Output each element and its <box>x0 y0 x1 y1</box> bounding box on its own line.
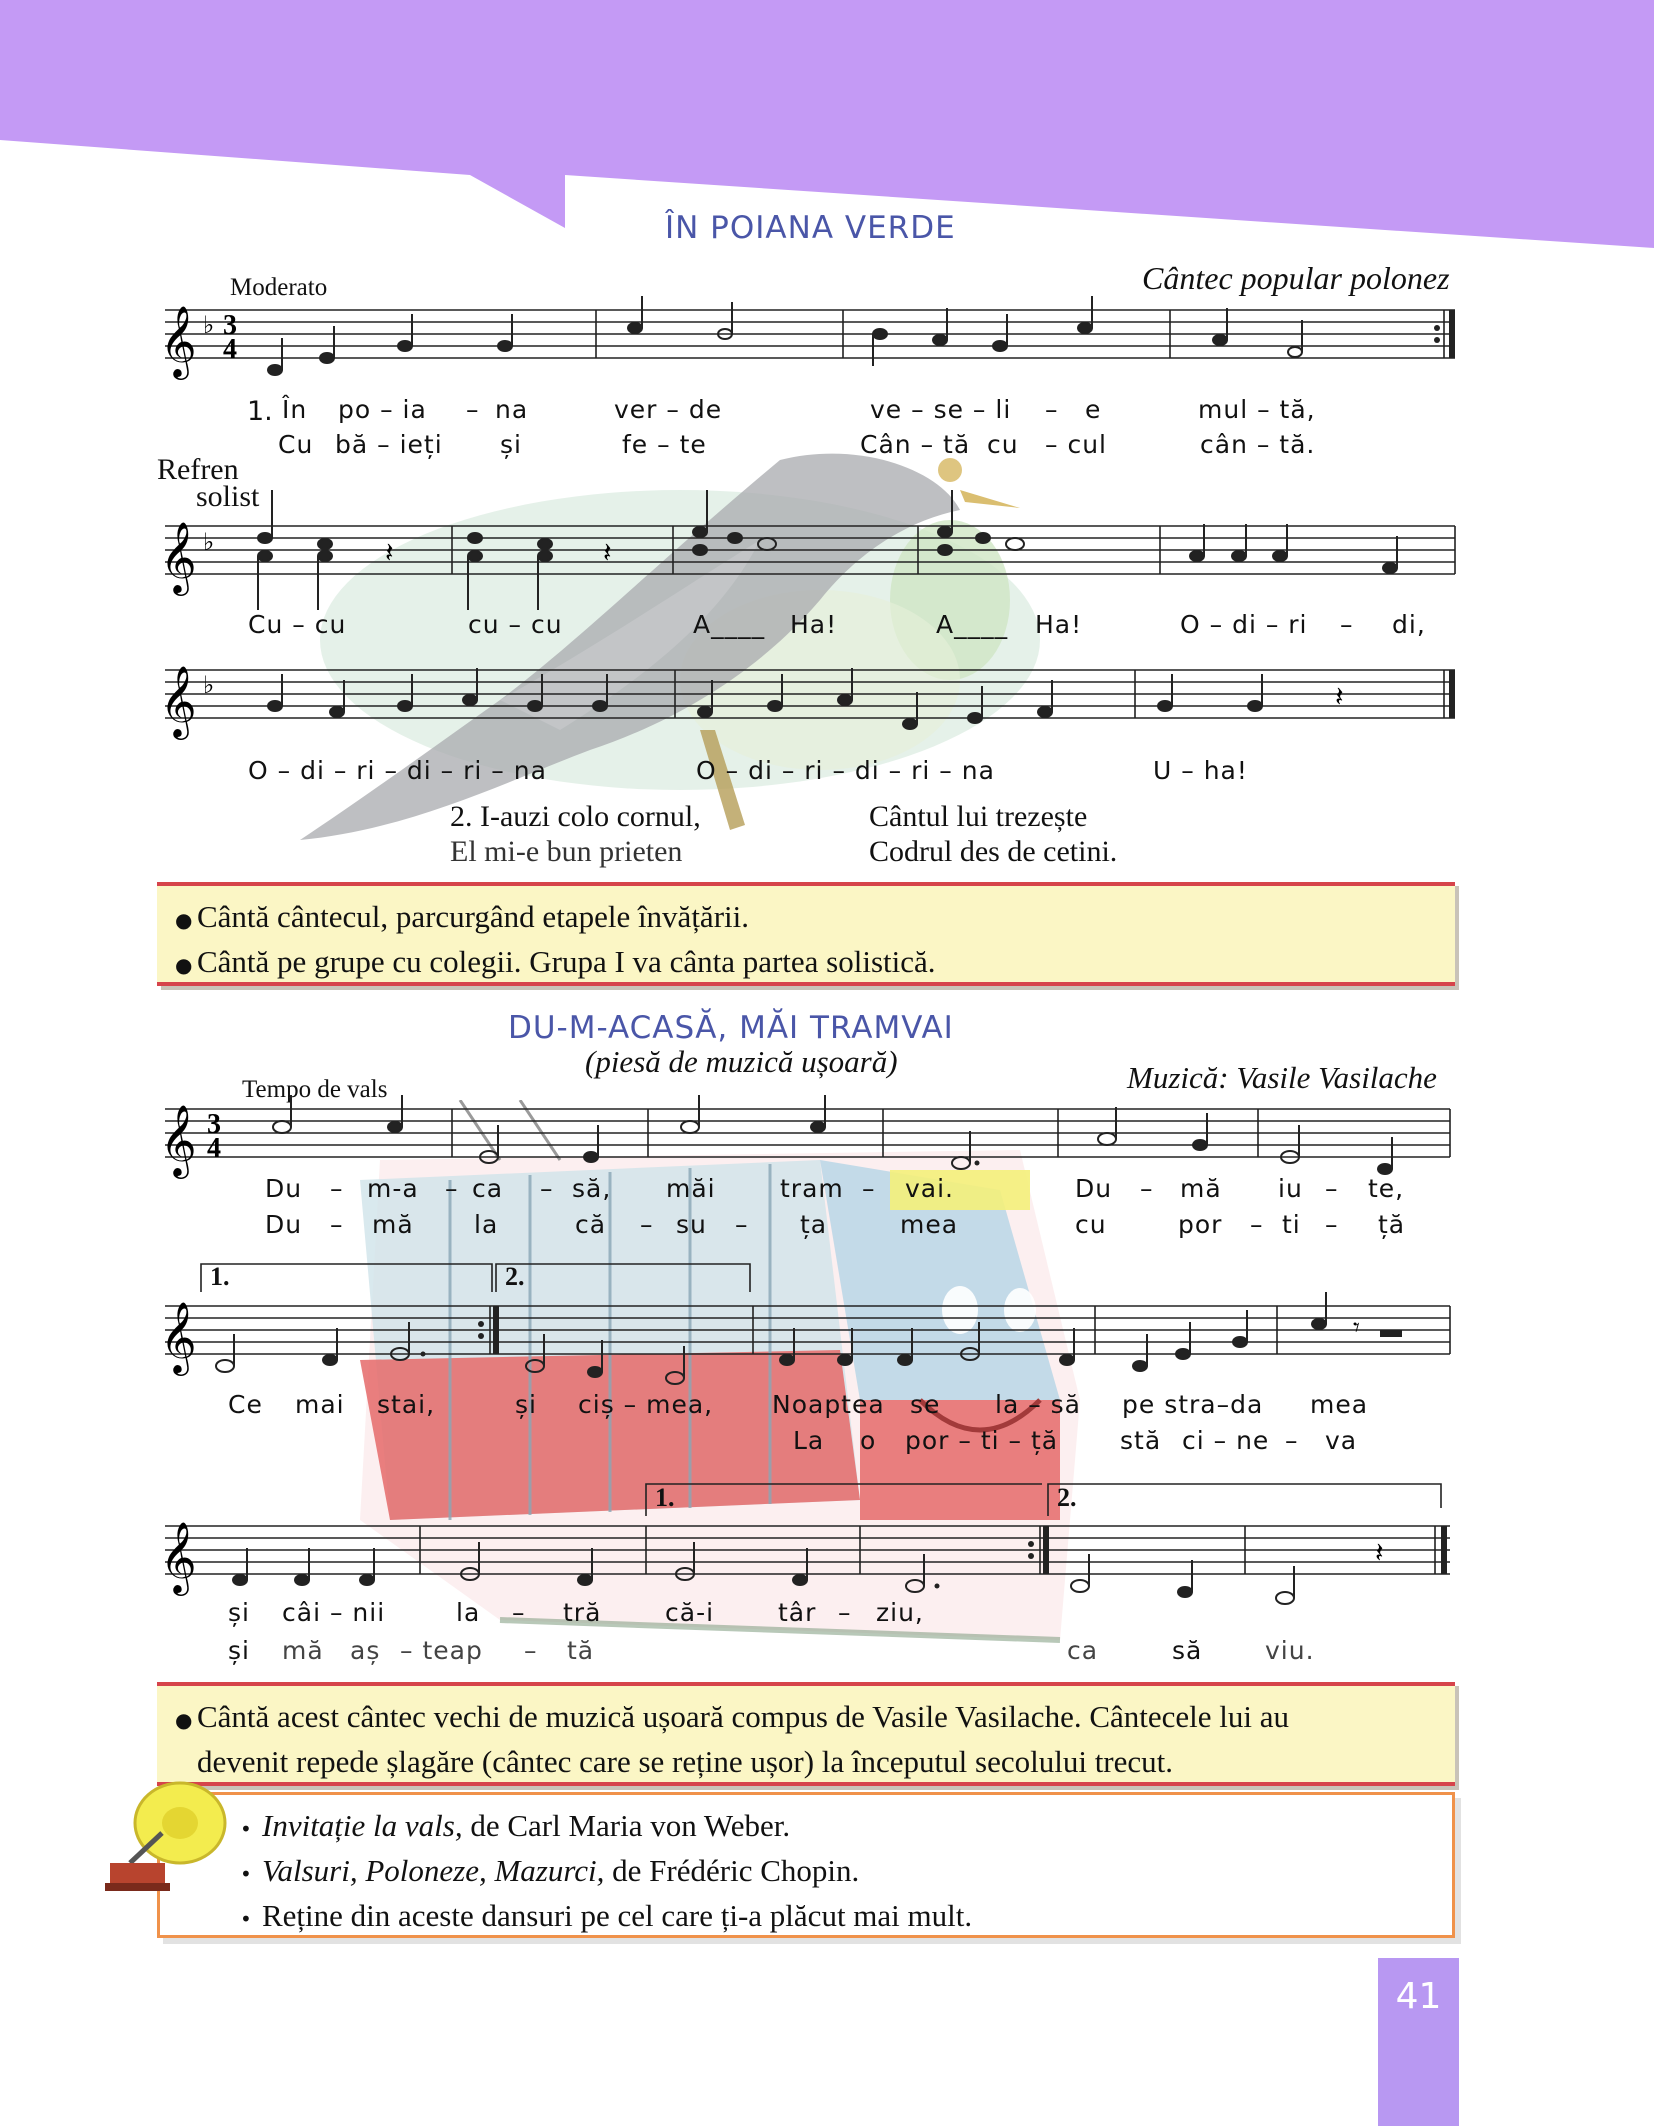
song2-s2-l2-1: o <box>860 1426 877 1455</box>
song2-s2-l1-6: se <box>910 1390 941 1419</box>
song2-s1-l2-1: – <box>330 1210 344 1239</box>
song2-s3-l1-8: ziu, <box>876 1598 924 1627</box>
listen-item-title: Valsuri, Poloneze, Mazurci, <box>262 1853 605 1888</box>
song1-staff2-lyric-8: di, <box>1392 610 1426 639</box>
song2-s2-l2-6: va <box>1325 1426 1358 1455</box>
song2-s3-l2-6: ca <box>1067 1636 1099 1665</box>
verse2-right-line1: Cântul lui trezește <box>869 800 1088 833</box>
page-number-text: 41 <box>1395 1976 1442 2017</box>
song2-s1-l2-3: la <box>474 1210 499 1239</box>
song1-staff-2 <box>155 490 1465 620</box>
song2-s3-l1-1: câi – nii <box>282 1598 386 1627</box>
song2-s3-l2-3: – teap <box>400 1636 483 1665</box>
svg-text:4: 4 <box>207 1133 221 1164</box>
song1-staff2-lyric-1: cu – cu <box>468 610 563 639</box>
song2-s1-l2-10: cu <box>1075 1210 1107 1239</box>
song2-volta-2-label: 2. <box>505 1262 525 1291</box>
song1-staff1-lyric1-3: na <box>495 395 529 424</box>
song2-staff3-volta-2-label: 2. <box>1057 1483 1077 1512</box>
svg-text:♭: ♭ <box>203 311 215 339</box>
song1-staff1-lyric2-0: Cu <box>278 430 314 459</box>
song2-s3-l2-0: și <box>228 1636 250 1665</box>
song2-s1-l1-3: – <box>445 1174 459 1203</box>
song2-s3-l2-5: tă <box>567 1636 595 1665</box>
song1-staff1-lyric1-8: mul – tă, <box>1198 395 1316 424</box>
page-number <box>1378 1958 1459 2126</box>
listen-item: • Valsuri, Poloneze, Mazurci, de Frédéric Chopin. <box>240 1853 860 1888</box>
song2-s1-l1-16: te, <box>1368 1174 1405 1203</box>
refrain-label: Refren <box>157 453 239 486</box>
song2-s2-l1-4: ciș – mea, <box>578 1390 714 1419</box>
song2-s3-l1-4: tră <box>563 1598 602 1627</box>
song2-composer: Muzică: Vasile Vasilache <box>1127 1060 1437 1095</box>
song2-s3-l2-7: să <box>1172 1636 1203 1665</box>
song2-s1-l1-0: Du <box>265 1174 303 1203</box>
song2-s3-l1-3: – <box>512 1598 526 1627</box>
song2-s1-l1-10: vai. <box>905 1174 955 1203</box>
task2-line <box>157 1741 1455 1782</box>
song1-staff1-lyric2-3: fe – te <box>622 430 707 459</box>
task1-item-text: Cântă cântecul, parcurgând etapele învățării. <box>197 899 749 934</box>
listen-item: • Reține din aceste dansuri pe cel care ți-a plăcut mai mult. <box>240 1898 973 1933</box>
song2-staff-1 <box>155 1085 1465 1185</box>
song2-s2-l1-7: la – să <box>995 1390 1082 1419</box>
song2-s2-l2-0: La <box>793 1426 825 1455</box>
song2-s1-l1-15: – <box>1325 1174 1339 1203</box>
song1-staff2-lyric-0: Cu – cu <box>248 610 347 639</box>
song1-staff1-lyric1-0: În <box>282 395 308 424</box>
song2-staff-2 <box>155 1260 1465 1400</box>
song2-s1-l1-14: iu <box>1278 1174 1303 1203</box>
gramophone-icon <box>100 1778 230 1898</box>
song2-volta-1-label: 1. <box>210 1262 230 1291</box>
svg-text:4: 4 <box>223 334 237 365</box>
song1-verse-number: 1. <box>247 396 273 427</box>
svg-text:♭: ♭ <box>203 671 215 699</box>
song2-s3-l2-4: – <box>524 1636 538 1665</box>
task2-line-2: devenit repede șlagăre (cântec care se reține ușor) la începutul secolului trecut. <box>197 1744 1174 1779</box>
song1-staff1-lyric1-4: ver – de <box>614 395 723 424</box>
listening-box <box>157 1792 1455 1938</box>
song2-s3-l1-5: că-i <box>665 1598 715 1627</box>
song1-staff1-lyric2-7: cân – tă. <box>1200 430 1316 459</box>
song1-staff1-lyric2-5: cu <box>987 430 1019 459</box>
song1-staff1-lyric2-6: – cul <box>1045 430 1107 459</box>
song2-s2-l2-2: por – ti – ță <box>905 1426 1059 1455</box>
song2-s1-l2-15: ță <box>1378 1210 1406 1239</box>
song1-staff1-lyric1-5: ve – se – li <box>870 395 1012 424</box>
song2-s1-l2-11: por <box>1178 1210 1223 1239</box>
song1-staff3-lyric-0: O – di – ri – di – ri – na <box>248 756 547 785</box>
listen-item-rest: de Carl Maria von Weber. <box>462 1808 791 1843</box>
task-box-1 <box>157 882 1455 986</box>
svg-text:𝄽: 𝄽 <box>1375 1536 1384 1569</box>
song2-s1-l2-4: că <box>575 1210 607 1239</box>
song2-s2-l2-5: – <box>1285 1426 1299 1455</box>
song2-s1-l2-13: ti <box>1282 1210 1301 1239</box>
song1-title: ÎN POIANA VERDE <box>665 210 956 246</box>
svg-text:3: 3 <box>207 1109 221 1140</box>
song2-s1-l1-7: măi <box>666 1174 716 1203</box>
listen-item-rest: de Frédéric Chopin. <box>604 1853 860 1888</box>
song2-tempo: Tempo de vals <box>242 1076 388 1103</box>
song1-tempo: Moderato <box>230 274 328 301</box>
verse2-left-line2: El mi-e bun prieten <box>450 835 683 868</box>
song2-s2-l1-0: Ce <box>228 1390 263 1419</box>
song2-s1-l1-8: tram <box>780 1174 844 1203</box>
song1-staff3-lyric-2: U – ha! <box>1153 756 1248 785</box>
song2-s1-l2-6: su <box>676 1210 707 1239</box>
listen-item-title: Invitație la vals, <box>262 1808 463 1843</box>
song2-s2-l2-4: ci – ne <box>1182 1426 1270 1455</box>
song2-s2-l1-5: Noaptea <box>772 1390 885 1419</box>
task2-line-1: Cântă acest cântec vechi de muzică ușoară compus de Vasile Vasilache. Cântecele lui au <box>197 1699 1290 1734</box>
song2-s1-l1-11: Du <box>1075 1174 1113 1203</box>
song1-staff2-lyric-7: – <box>1340 610 1354 639</box>
song2-s1-l2-0: Du <box>265 1210 303 1239</box>
song2-s3-l1-0: și <box>228 1598 250 1627</box>
song2-s3-l1-7: – <box>838 1598 852 1627</box>
svg-text:𝄞: 𝄞 <box>160 1520 197 1593</box>
svg-text:𝄞: 𝄞 <box>160 1300 197 1373</box>
song2-subtitle: (piesă de muzică ușoară) <box>585 1044 898 1079</box>
song2-s2-l1-3: și <box>515 1390 537 1419</box>
song1-staff1-lyric2-4: Cân – tă <box>860 430 971 459</box>
task1-item: ● Cântă pe grupe cu colegii. Grupa I va cânta partea solistică. <box>175 944 936 979</box>
verse2-right-line2: Codrul des de cetini. <box>869 835 1118 868</box>
song1-staff1-lyric1-2: – <box>466 395 480 424</box>
song2-s1-l1-4: ca <box>472 1174 504 1203</box>
solo-label: solist <box>196 480 260 513</box>
song1-staff2-lyric-3: Ha! <box>790 610 838 639</box>
song2-s1-l1-9: – <box>862 1174 876 1203</box>
svg-text:𝄞: 𝄞 <box>160 520 197 593</box>
song1-staff-1 <box>155 290 1465 390</box>
task1-item-text: Cântă pe grupe cu colegii. Grupa I va cânta partea solistică. <box>197 944 936 979</box>
svg-text:𝄞: 𝄞 <box>160 664 197 737</box>
song2-s1-l1-1: – <box>330 1174 344 1203</box>
song1-staff2-lyric-4: A____ <box>936 610 1009 639</box>
song2-s1-l1-12: – <box>1140 1174 1154 1203</box>
song2-s3-l1-2: la <box>456 1598 481 1627</box>
task-box-2 <box>157 1682 1455 1786</box>
listen-item-rest: Reține din aceste dansuri pe cel care ți-a plăcut mai mult. <box>262 1898 973 1933</box>
song2-s1-l1-6: să, <box>572 1174 612 1203</box>
song2-s3-l2-2: aș <box>350 1636 381 1665</box>
song1-staff-3 <box>155 650 1465 750</box>
song2-s1-l1-2: m-a <box>367 1174 419 1203</box>
song2-s1-l2-12: – <box>1250 1210 1264 1239</box>
verse2-left-line1: 2. I-auzi colo cornul, <box>450 800 701 833</box>
svg-text:𝄾: 𝄾 <box>1353 1313 1360 1343</box>
song1-staff3-lyric-1: O – di – ri – di – ri – na <box>696 756 995 785</box>
svg-text:3: 3 <box>223 310 237 341</box>
song2-s2-l1-9: mea <box>1310 1390 1369 1419</box>
listen-item: • Invitație la vals, de Carl Maria von Weber. <box>240 1808 791 1843</box>
svg-text:𝄞: 𝄞 <box>160 1103 197 1176</box>
song1-staff1-lyric2-1: bă – ieți <box>335 430 443 459</box>
song2-s1-l2-14: – <box>1325 1210 1339 1239</box>
song2-s3-l2-1: mă <box>282 1636 324 1665</box>
song1-staff1-lyric1-6: – <box>1045 395 1059 424</box>
song1-staff1-lyric2-2: și <box>500 430 522 459</box>
svg-text:𝄞: 𝄞 <box>160 304 197 377</box>
song2-s1-l1-5: – <box>540 1174 554 1203</box>
song2-s1-l2-7: – <box>735 1210 749 1239</box>
song2-s1-l2-2: mă <box>372 1210 414 1239</box>
song2-s2-l1-1: mai <box>295 1390 345 1419</box>
svg-text:𝄽: 𝄽 <box>1335 680 1344 713</box>
song1-staff2-lyric-6: O – di – ri <box>1180 610 1308 639</box>
song1-staff1-lyric1-7: e <box>1085 395 1102 424</box>
song1-staff2-lyric-5: Ha! <box>1035 610 1083 639</box>
song2-s3-l2-8: viu. <box>1265 1636 1315 1665</box>
song2-s3-l1-6: târ <box>778 1598 817 1627</box>
song1-staff2-lyric-2: A____ <box>693 610 766 639</box>
song1-staff1-lyric1-1: po – ia <box>338 395 427 424</box>
song1-origin: Cântec popular polonez <box>1142 260 1450 296</box>
song2-title: DU-M-ACASĂ, MĂI TRAMVAI <box>508 1010 954 1046</box>
song2-s2-l2-3: stă <box>1120 1426 1162 1455</box>
song2-s1-l2-8: ța <box>800 1210 828 1239</box>
svg-text:𝄽: 𝄽 <box>385 536 394 569</box>
song2-s1-l2-5: – <box>640 1210 654 1239</box>
task1-item: ● Cântă cântecul, parcurgând etapele învățării. <box>175 899 749 934</box>
song2-s2-l1-8: pe stra–da <box>1122 1390 1264 1419</box>
svg-text:♭: ♭ <box>203 528 215 556</box>
song2-s1-l2-9: mea <box>900 1210 959 1239</box>
task2-line: ● Cântă acest cântec vechi de muzică ușoară compus de Vasile Vasilache. Cântecele lui au <box>175 1699 1290 1734</box>
song2-staff3-volta-1-label: 1. <box>655 1483 675 1512</box>
song2-s1-l1-13: mă <box>1180 1174 1222 1203</box>
song2-s2-l1-2: stai, <box>377 1390 436 1419</box>
svg-text:𝄽: 𝄽 <box>603 536 612 569</box>
